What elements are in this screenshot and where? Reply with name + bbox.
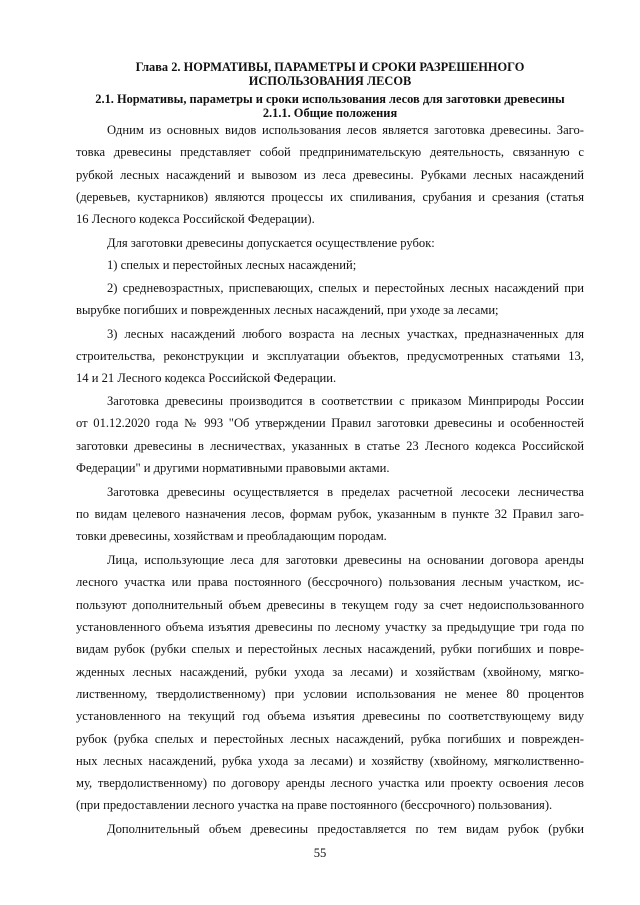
body-text-line: товка древесины представляет собой предпринимательскую деятельность, связанную с [76,145,584,159]
body-text-line: пользуют дополнительный объем древесины в текущем году за счет недоиспользованного [76,598,584,612]
body-text-line: лесного участка или права постоянного (бессрочного) пользования лесным участком, ис- [76,575,584,589]
body-text-line: 3) лесных насаждений любого возраста на лесных участках, предназначенных для [107,327,584,341]
body-text-line: 14 и 21 Лесного кодекса Российской Федерации. [76,371,337,385]
section-title: 2.1. Нормативы, параметры и сроки использования лесов для заготовки древесины [95,92,565,106]
body-text-line: рубок (рубка спелых и перестойных лесных насаждений, рубка погибших и поврежден- [76,732,584,746]
body-text-line: строительства, реконструкции и эксплуатации объектов, предусмотренных статьями 13, [76,349,584,363]
body-text-line: Федерации" и другими нормативными правовыми актами. [76,461,390,475]
chapter-title-line-1: Глава 2. НОРМАТИВЫ, ПАРАМЕТРЫ И СРОКИ РАЗРЕШЕННОГО [135,60,525,74]
body-text-line: 1) спелых и перестойных лесных насаждений; [107,258,357,272]
page-number: 55 [313,846,327,860]
body-text-line: Лица, использующие леса для заготовки древесины на основании договора аренды [107,553,584,567]
body-text-line: Для заготовки древесины допускается осуществление рубок: [107,236,435,250]
body-text-line: Заготовка древесины производится в соответствии с приказом Минприроды России [107,394,584,408]
body-text-line: Заготовка древесины осуществляется в пределах расчетной лесосеки лесничества [107,485,584,499]
body-text-line: (деревьев, кустарников) являются процессы их спиливания, срубания и срезания (статья [76,190,584,204]
body-text-line: му, твердолиственному) по договору аренды лесного участка или проекту освоения лесов [76,776,584,790]
body-text-line: рубкой лесных насаждений и вывозом из леса древесины. Рубками лесных насаждений [76,168,584,182]
body-text-line: лиственному, твердолиственному) при условии использования не менее 80 процентов [76,687,584,701]
body-text-line: (при предоставлении лесного участка на праве постоянного (бессрочного) пользования). [76,798,553,812]
body-text-line: установленного на текущий год объема изъятия древесины по соответствующему виду [76,709,584,723]
body-text-line: вырубке погибших и поврежденных лесных насаждений, при уходе за лесами; [76,303,499,317]
chapter-title-line-2: ИСПОЛЬЗОВАНИЯ ЛЕСОВ [248,74,412,88]
body-text-line: 16 Лесного кодекса Российской Федерации). [76,212,315,226]
body-text-line: заготовки древесины в лесничествах, указанных в статье 23 Лесного кодекса Российской [76,439,584,453]
body-text-line: ных лесных насаждений, рубка ухода за лесами) и хозяйству (хвойному, мягколиственно- [76,754,584,768]
body-text-line: установленного объема изъятия древесины по лесному участку за предыдущие три года по [76,620,584,634]
body-text-line: Дополнительный объем древесины предоставляется по тем видам рубок (рубки [107,822,584,836]
body-text-line: по видам целевого назначения лесов, формам рубок, указанным в пункте 32 Правил заго- [76,507,584,521]
subsection-title: 2.1.1. Общие положения [262,106,398,120]
body-text-line: товки древесины, хозяйствам и преобладающим породам. [76,529,387,543]
body-text-line: видам рубок (рубки спелых и перестойных лесных насаждений, рубки погибших и повре- [76,642,584,656]
body-text-line: от 01.12.2020 года № 993 "Об утверждении Правил заготовки древесины и особенностей [76,416,584,430]
body-text-line: жденных лесных насаждений, рубки ухода за лесами) и хозяйствам (хвойному, мягко- [76,665,584,679]
body-text-line: Одним из основных видов использования лесов является заготовка древесины. Заго- [107,123,584,137]
body-text-line: 2) средневозрастных, приспевающих, спелых и перестойных лесных насаждений при [107,281,584,295]
